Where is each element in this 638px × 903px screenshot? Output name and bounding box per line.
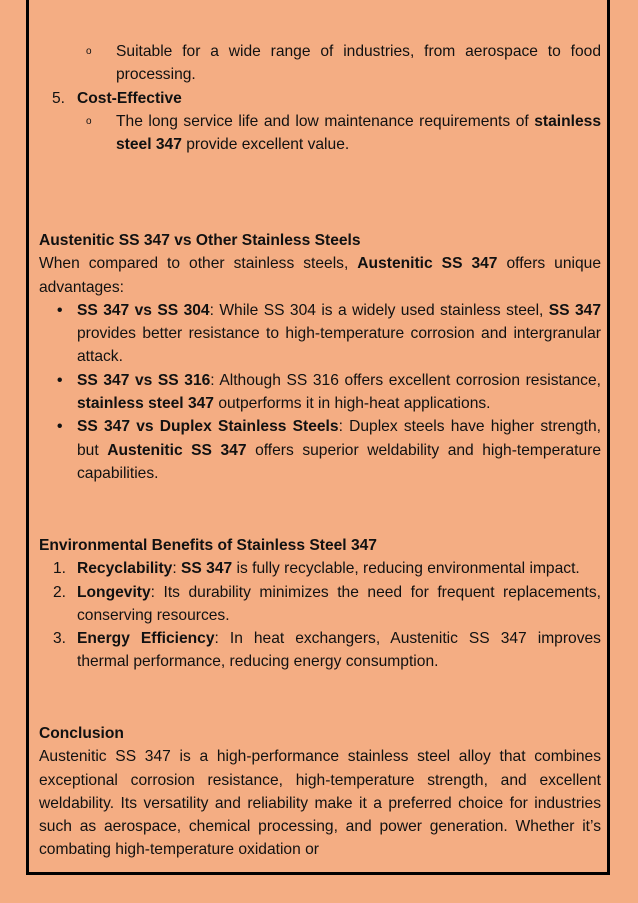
- item-bold: Austenitic SS 347: [107, 441, 247, 459]
- sub-list-item: [39, 110, 601, 157]
- item-text: : Duplex steels have higher strength, but: [77, 418, 601, 459]
- circle-bullet-icon: o: [86, 46, 92, 57]
- item-bold: stainless steel 347: [77, 395, 214, 413]
- list-item: [39, 299, 601, 369]
- circle-bullet-icon: o: [86, 115, 92, 127]
- item-text-end: is fully recyclable, reducing environmental impact.: [232, 560, 580, 578]
- bullet-icon: •: [57, 371, 63, 389]
- intro-bold: Austenitic SS 347: [357, 255, 498, 273]
- sub-item-bold: stainless steel 347: [116, 112, 601, 154]
- numbered-item: [39, 627, 601, 674]
- item-title: SS 347 vs SS 316: [77, 371, 211, 389]
- bullet-icon: •: [57, 418, 63, 436]
- item-number: 1.: [53, 560, 67, 578]
- numbered-item-5: [39, 87, 601, 110]
- numbered-item: [39, 581, 601, 628]
- item-text: : In heat exchangers, Austenitic SS 347 improves thermal performance, reducing energy consumption.: [77, 630, 601, 671]
- comparison-section: [39, 229, 601, 485]
- list-item: [39, 369, 601, 416]
- numbered-item: [39, 557, 601, 580]
- sub-list-item: [39, 40, 601, 87]
- item-text-end: offers superior weldability and high-temperature capabilities.: [77, 441, 601, 482]
- conclusion-section: [39, 722, 601, 862]
- item-text: : While SS 304 is a widely used stainless steel,: [209, 301, 549, 319]
- item-number: 2.: [53, 583, 67, 601]
- section-heading: Conclusion: [39, 725, 124, 742]
- conclusion-body: Austenitic SS 347 is a high-performance stainless steel alloy that combines exceptional corrosion resistance, high-temperature strength, and excellent weldability. Its versatility and reliability make it a preferred choice for industries such as aerospace, chemical processing, and power generation. Whether it’s combating high-temperature oxidation or: [39, 748, 601, 859]
- item-title: SS 347 vs SS 304: [77, 301, 210, 319]
- item-text-end: outperforms it in high-heat applications.: [213, 395, 491, 413]
- item-title: Longevity: [77, 583, 151, 601]
- item-title: Recyclability: [77, 560, 173, 578]
- section-heading: Environmental Benefits of Stainless Steel 347: [39, 537, 377, 554]
- item-title: SS 347 vs Duplex Stainless Steels: [77, 418, 339, 436]
- list-item: [39, 415, 601, 485]
- section-intro: [39, 252, 601, 299]
- item-title: Cost-Effective: [77, 89, 182, 107]
- sub-item-text: The long service life and low maintenance requirements of: [116, 112, 535, 130]
- sub-item-text-end: provide excellent value.: [181, 136, 350, 154]
- sub-item-text: Suitable for a wide range of industries, from aerospace to food processing.: [116, 43, 601, 84]
- item-text: : Although SS 316 offers excellent corrosion resistance,: [210, 371, 601, 389]
- item-number: 5.: [52, 89, 66, 107]
- item-text-end: provides better resistance to high-temperature corrosion and intergranular attack.: [77, 325, 601, 366]
- item-bold: SS 347: [181, 560, 233, 578]
- intro-text: When compared to other stainless steels,: [39, 255, 358, 273]
- item-bold: SS 347: [548, 301, 601, 319]
- top-continuation: [39, 40, 601, 156]
- intro-text-end: offers unique advantages:: [39, 255, 602, 296]
- bullet-icon: •: [57, 301, 63, 319]
- item-number: 3.: [53, 630, 67, 648]
- item-text: :: [172, 560, 182, 578]
- comparison-list: [39, 299, 601, 485]
- environment-section: [39, 534, 601, 674]
- section-heading: Austenitic SS 347 vs Other Stainless Steels: [39, 232, 361, 249]
- item-text: : Its durability minimizes the need for frequent replacements, conserving resources.: [77, 583, 601, 624]
- item-title: Energy Efficiency: [77, 630, 215, 648]
- environment-list: [39, 557, 601, 673]
